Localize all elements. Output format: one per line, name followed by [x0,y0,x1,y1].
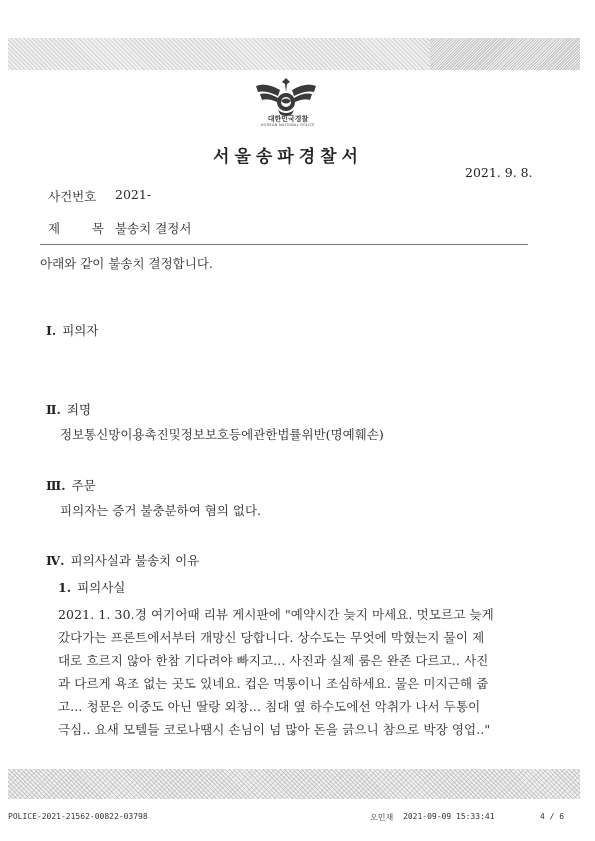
footer-document-id: POLICE-2021-21562-00822-03798 [8,812,148,821]
section-3-title: 주문 [71,478,96,493]
top-watermark-strip [8,38,580,70]
footer-printed-at: 2021-09-09 15:33:41 [403,812,495,821]
footer-page-number: 4 / 6 [540,812,565,821]
subject-label: 제 목 [48,221,104,236]
emblem-subtitle: KOREAN NATIONAL POLICE [261,123,315,127]
section-4-heading [46,551,199,569]
paragraph-line: 대로 흐르지 않아 한참 기다려야 빠지고... 사진과 실제 룸은 완존 다르고.. 사진 [58,653,489,668]
section-1-numeral: Ⅰ. [46,323,57,338]
case-number-label: 사건번호 [48,189,97,204]
paragraph-line: 과 다르게 욕조 없는 곳도 있네요. 컵은 먹통이니 조심하세요. 물은 미지근해 줍 [58,676,489,691]
header-divider [40,244,528,245]
intro-text: 아래와 같이 불송치 결정합니다. [40,256,213,271]
section-3-numeral: Ⅲ. [46,478,66,493]
section-3-content: 피의자는 증거 불충분하여 혐의 없다. [60,503,261,518]
subsection-title: 피의사실 [77,580,126,595]
case-number-value: 2021- [115,187,152,202]
paragraph-line: 고... 청문은 이중도 아닌 딸랑 외창... 침대 옆 하수도에선 악취가 나서 두통이 [58,699,481,714]
document-date: 2021. 9. 8. [465,165,533,180]
paragraph-line: 극심.. 요새 모텔들 코로나땜시 손님이 넘 많아 돈을 긁으니 참으로 박장 영업.." [58,722,491,737]
subsection-heading [58,578,125,596]
section-3-heading [46,476,96,494]
section-1-heading [46,321,98,339]
section-2-numeral: Ⅱ. [46,402,61,417]
section-4-numeral: Ⅳ. [46,553,65,568]
emblem-title: 대한민국경찰 [267,115,309,123]
section-1-title: 피의자 [62,323,99,338]
footer-printed-by: 오민재 [370,813,394,822]
section-4-title: 피의사실과 불송치 이유 [70,553,200,568]
section-2-content: 정보통신망이용촉진및정보보호등에관한법률위반(명예훼손) [60,427,384,442]
subsection-number: 1. [58,580,72,595]
paragraph-line: 2021. 1. 30.경 여기어때 리뷰 게시판에 "예약시간 늦지 마세요. 멋모르고 늦게 [58,607,494,622]
allegation-paragraph [58,603,533,741]
bottom-watermark-strip [8,769,580,799]
section-2-heading [46,400,91,418]
section-2-title: 죄명 [66,402,92,417]
organization-name: 서울송파경찰서 [213,147,363,167]
paragraph-line: 갔다가는 프론트에서부터 개망신 당합니다. 상수도는 무엇에 막혔는지 물이 제 [58,630,485,645]
subject-value: 불송치 결정서 [115,221,192,236]
